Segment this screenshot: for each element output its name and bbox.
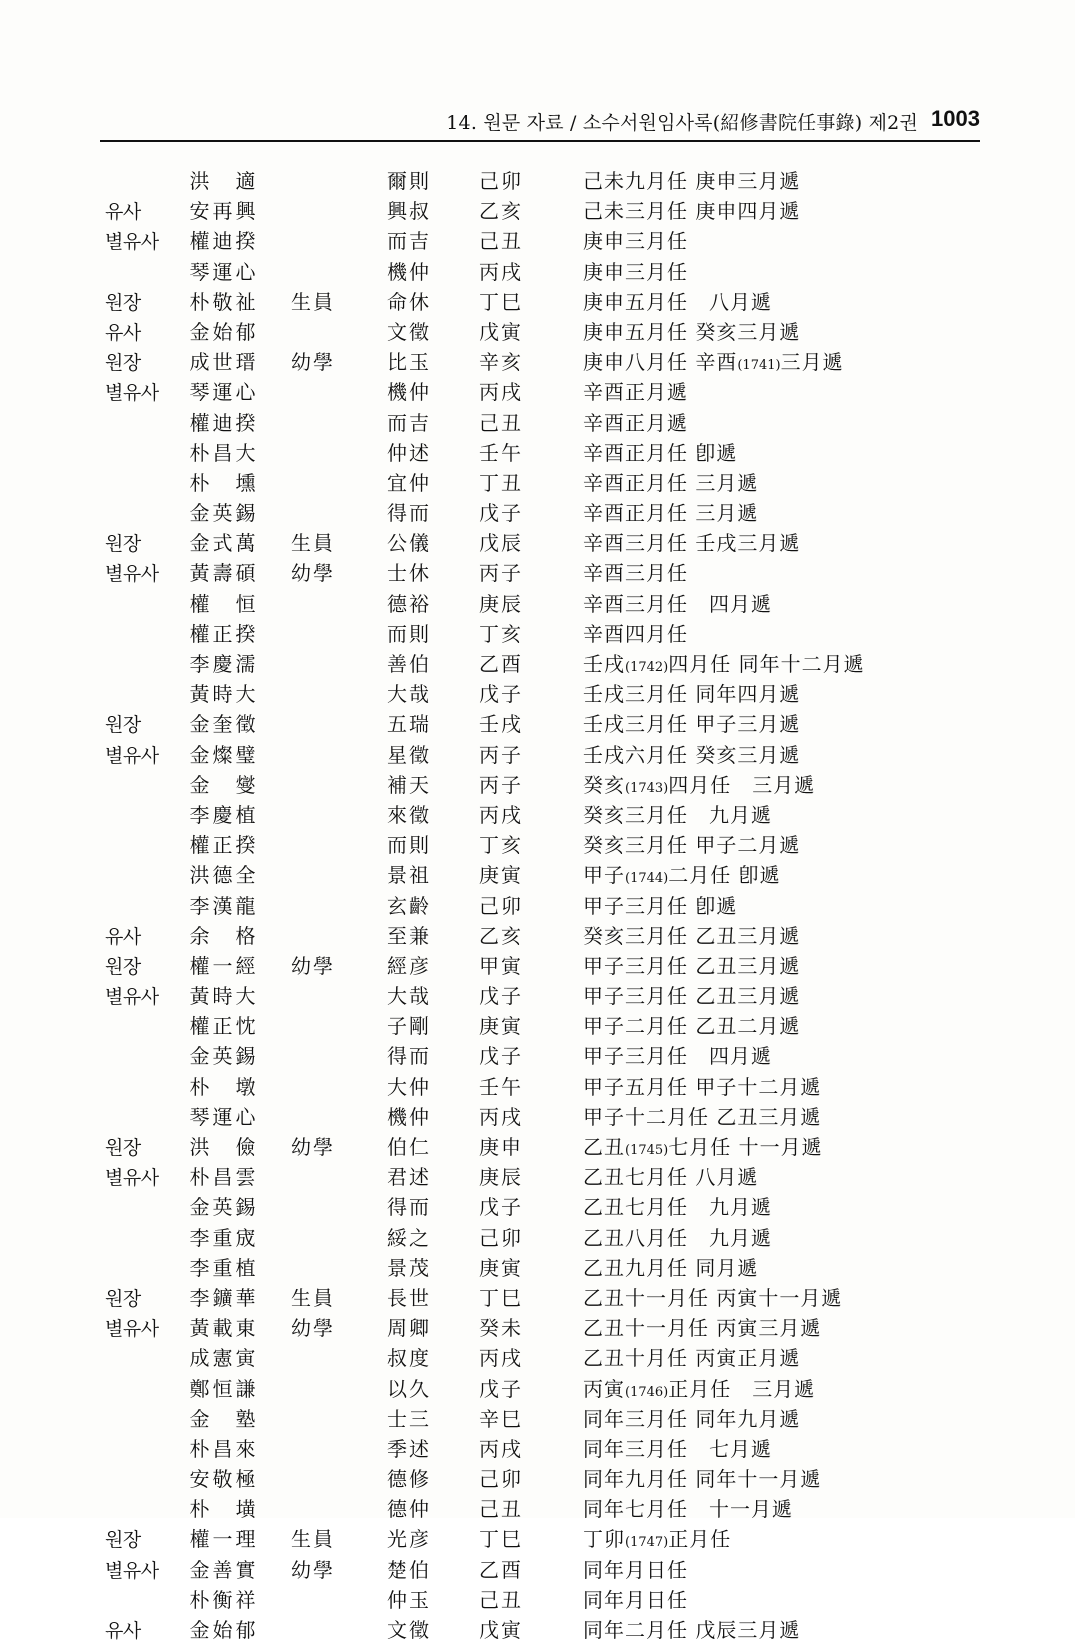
- cell-note: 甲子五月任 甲子十二月遞: [583, 1074, 822, 1099]
- cell-year: 庚寅: [479, 1014, 523, 1039]
- cell-note: 同年月日任: [583, 1557, 688, 1582]
- cell-year: 丁亥: [479, 621, 523, 646]
- cell-name: 金燦璧: [189, 742, 259, 767]
- cell-year: 丁亥: [479, 833, 523, 858]
- cell-note: 庚申三月任: [583, 259, 688, 284]
- cell-note: 辛酉三月任 四月遞: [583, 591, 772, 616]
- cell-note: 甲子三月任 乙丑三月遞: [583, 984, 801, 1009]
- cell-rank: 幼學: [291, 1135, 335, 1159]
- cell-year: 己丑: [479, 1497, 523, 1522]
- cell-note: 辛酉正月任 卽遞: [583, 440, 738, 465]
- cell-role: 별유사: [105, 1167, 159, 1190]
- cell-note: 乙丑七月任 八月遞: [583, 1165, 759, 1190]
- table-row: [105, 1131, 965, 1161]
- cell-courtesy: 光彦: [387, 1527, 431, 1552]
- cell-year: 丙戌: [479, 802, 523, 827]
- table-row: [105, 1161, 965, 1191]
- table-row: [105, 1222, 965, 1252]
- cell-year: 丙子: [479, 561, 523, 586]
- table-row: [105, 316, 965, 346]
- table-row: [105, 980, 965, 1010]
- cell-courtesy: 景茂: [387, 1255, 431, 1280]
- cell-name: 權正忱: [189, 1014, 259, 1039]
- cell-rank: 生員: [291, 1285, 335, 1310]
- table-row: [105, 1342, 965, 1372]
- cell-rank: 幼學: [291, 561, 335, 586]
- table-row: [105, 1463, 965, 1493]
- table-row: [105, 195, 965, 225]
- cell-name: 朴昌來: [189, 1436, 259, 1461]
- cell-role: 별유사: [105, 744, 159, 767]
- cell-name: 金善實: [189, 1557, 259, 1582]
- cell-courtesy: 仲述: [387, 440, 431, 465]
- cell-year: 戊辰: [479, 531, 523, 556]
- cell-name: 金式萬: [189, 531, 259, 556]
- table-row: [105, 1523, 965, 1553]
- cell-courtesy: 以久: [387, 1376, 431, 1401]
- cell-name: 朴 墩: [189, 1074, 259, 1099]
- header-rule: [100, 140, 980, 142]
- cell-year: 乙亥: [479, 923, 523, 948]
- cell-courtesy: 機仲: [387, 380, 431, 405]
- cell-name: 朴 墴: [189, 1497, 259, 1522]
- cell-courtesy: 德裕: [387, 591, 431, 616]
- cell-name: 李重宬: [189, 1225, 259, 1250]
- cell-name: 權正揆: [189, 833, 259, 858]
- cell-name: 朴衡祥: [189, 1587, 259, 1612]
- cell-courtesy: 善伯: [387, 652, 431, 676]
- cell-name: 李慶植: [189, 802, 259, 827]
- cell-courtesy: 叔度: [387, 1346, 431, 1371]
- cell-courtesy: 德修: [387, 1467, 431, 1492]
- cell-rank: 生員: [291, 531, 335, 556]
- cell-note: 壬戌三月任 甲子三月遞: [583, 712, 801, 737]
- table-row: [105, 286, 965, 316]
- cell-courtesy: 文徵: [387, 1618, 431, 1642]
- cell-name: 鄭恒謙: [189, 1376, 259, 1401]
- cell-year: 壬戌: [479, 712, 523, 737]
- cell-role: 유사: [105, 201, 141, 224]
- table-row: [105, 829, 965, 859]
- cell-note: 癸亥三月任 乙丑三月遞: [583, 923, 801, 948]
- cell-name: 金 塾: [189, 1406, 259, 1431]
- cell-courtesy: 長世: [387, 1285, 431, 1310]
- cell-year: 丙戌: [479, 1436, 523, 1461]
- table-row: [105, 1312, 965, 1342]
- cell-name: 黃時大: [189, 984, 259, 1009]
- table-row: [105, 437, 965, 467]
- cell-year: 戊子: [479, 501, 523, 526]
- cell-name: 李漢龍: [189, 893, 259, 918]
- table-row: [105, 1554, 965, 1584]
- cell-note: 同年九月任 同年十一月遞: [583, 1467, 822, 1492]
- cell-note: 辛酉正月遞: [583, 410, 688, 435]
- cell-year: 己卯: [479, 1467, 523, 1492]
- table-row: [105, 859, 965, 889]
- page-header: [100, 108, 980, 142]
- table-row: [105, 1071, 965, 1101]
- table-row: [105, 648, 965, 678]
- cell-rank: 幼學: [291, 350, 335, 375]
- cell-year: 庚寅: [479, 1255, 523, 1280]
- cell-year: 辛巳: [479, 1406, 523, 1431]
- cell-courtesy: 伯仁: [387, 1135, 431, 1159]
- table-row: [105, 1282, 965, 1312]
- cell-name: 成憲寅: [189, 1346, 259, 1371]
- cell-note: 乙丑十一月任 丙寅十一月遞: [583, 1285, 843, 1310]
- table-row: [105, 1191, 965, 1221]
- cell-note: 辛酉正月任 三月遞: [583, 501, 759, 526]
- table-row: [105, 799, 965, 829]
- cell-rank: 幼學: [291, 1316, 335, 1341]
- cell-year: 己卯: [479, 169, 523, 193]
- cell-name: 李重植: [189, 1255, 259, 1280]
- table-row: [105, 1040, 965, 1070]
- table-row: [105, 678, 965, 708]
- cell-year: 戊子: [479, 1376, 523, 1401]
- cell-courtesy: 而吉: [387, 229, 431, 254]
- cell-note: 乙丑(1745)七月任 十一月遞: [583, 1135, 823, 1159]
- cell-courtesy: 爾則: [387, 169, 431, 193]
- cell-note: 庚申三月任: [583, 229, 688, 254]
- cell-note: 乙丑十月任 丙寅正月遞: [583, 1346, 801, 1371]
- cell-role: 유사: [105, 321, 141, 344]
- table-row: [105, 467, 965, 497]
- cell-year: 壬午: [479, 1074, 523, 1099]
- cell-note: 同年月日任: [583, 1587, 688, 1612]
- table-row: [105, 618, 965, 648]
- cell-name: 金英錫: [189, 1044, 259, 1069]
- cell-name: 朴昌大: [189, 440, 259, 465]
- table-row: [105, 1614, 965, 1644]
- cell-name: 琴運心: [189, 259, 259, 284]
- cell-courtesy: 君述: [387, 1165, 431, 1190]
- table-row: [105, 1101, 965, 1131]
- cell-note: 壬戌三月任 同年四月遞: [583, 682, 801, 707]
- cell-name: 金英錫: [189, 1195, 259, 1220]
- cell-note: 庚申五月任 癸亥三月遞: [583, 319, 801, 344]
- cell-note: 辛酉三月任 壬戌三月遞: [583, 531, 801, 556]
- cell-courtesy: 得而: [387, 1195, 431, 1220]
- cell-name: 權一經: [189, 953, 259, 978]
- cell-role: 원장: [105, 352, 141, 375]
- cell-role: 원장: [105, 1529, 141, 1552]
- cell-courtesy: 士休: [387, 561, 431, 586]
- cell-year: 丁巳: [479, 1285, 523, 1310]
- cell-name: 金始郁: [189, 1618, 259, 1642]
- cell-year: 戊子: [479, 682, 523, 707]
- cell-note: 辛酉四月任: [583, 621, 688, 646]
- table-row: [105, 1403, 965, 1433]
- table-row: [105, 1433, 965, 1463]
- page-number: 1003: [931, 106, 980, 131]
- cell-year: 壬午: [479, 440, 523, 465]
- cell-role: 별유사: [105, 563, 159, 586]
- table-row: [105, 407, 965, 437]
- cell-year: 乙酉: [479, 652, 523, 676]
- cell-note: 壬戌(1742)四月任 同年十二月遞: [583, 652, 865, 676]
- cell-note: 甲子三月任 四月遞: [583, 1044, 772, 1069]
- cell-role: 별유사: [105, 1559, 159, 1582]
- table-row: [105, 376, 965, 406]
- cell-courtesy: 比玉: [387, 350, 431, 375]
- cell-courtesy: 大哉: [387, 682, 431, 707]
- cell-role: 원장: [105, 1137, 141, 1159]
- cell-rank: 生員: [291, 289, 335, 314]
- cell-courtesy: 仲玉: [387, 1587, 431, 1612]
- header-title: 14. 원문 자료 / 소수서원임사록(紹修書院任事錄) 제2권: [446, 112, 918, 134]
- cell-courtesy: 子剛: [387, 1014, 431, 1039]
- table-row: [105, 1584, 965, 1614]
- table-row: [105, 1493, 965, 1523]
- cell-note: 甲子三月任 卽遞: [583, 893, 738, 918]
- cell-note: 丙寅(1746)正月任 三月遞: [583, 1376, 816, 1401]
- cell-courtesy: 周卿: [387, 1316, 431, 1341]
- cell-year: 甲寅: [479, 953, 523, 978]
- cell-name: 洪德全: [189, 863, 259, 888]
- table-row: [105, 225, 965, 255]
- cell-note: 庚申八月任 辛酉(1741)三月遞: [583, 350, 844, 375]
- cell-role: 원장: [105, 1287, 141, 1310]
- cell-year: 庚辰: [479, 1165, 523, 1190]
- cell-note: 同年七月任 十一月遞: [583, 1497, 793, 1522]
- cell-rank: 幼學: [291, 953, 335, 978]
- cell-courtesy: 而則: [387, 833, 431, 858]
- cell-note: 辛酉正月任 三月遞: [583, 470, 759, 495]
- cell-year: 庚申: [479, 1135, 523, 1159]
- cell-note: 乙丑九月任 同月遞: [583, 1255, 759, 1280]
- cell-name: 琴運心: [189, 380, 259, 405]
- cell-courtesy: 士三: [387, 1406, 431, 1431]
- cell-role: 별유사: [105, 1318, 159, 1341]
- cell-note: 己未九月任 庚申三月遞: [583, 169, 801, 193]
- cell-note: 乙丑十一月任 丙寅三月遞: [583, 1316, 822, 1341]
- cell-courtesy: 得而: [387, 1044, 431, 1069]
- cell-courtesy: 宜仲: [387, 470, 431, 495]
- table-row: [105, 920, 965, 950]
- cell-year: 辛亥: [479, 350, 523, 375]
- cell-name: 黃壽碩: [189, 561, 259, 586]
- cell-note: 甲子十二月任 乙丑三月遞: [583, 1104, 822, 1129]
- cell-name: 金 燮: [189, 772, 259, 797]
- cell-courtesy: 公儀: [387, 531, 431, 556]
- cell-role: 별유사: [105, 231, 159, 254]
- cell-name: 余 格: [189, 923, 259, 948]
- cell-courtesy: 得而: [387, 501, 431, 526]
- cell-note: 丁卯(1747)正月任: [583, 1527, 732, 1552]
- cell-note: 壬戌六月任 癸亥三月遞: [583, 742, 801, 767]
- cell-name: 權迪揆: [189, 410, 259, 435]
- cell-year: 戊寅: [479, 319, 523, 344]
- cell-name: 朴昌雲: [189, 1165, 259, 1190]
- cell-role: 별유사: [105, 382, 159, 405]
- cell-note: 甲子(1744)二月任 卽遞: [583, 863, 781, 888]
- cell-note: 乙丑八月任 九月遞: [583, 1225, 772, 1250]
- table-row: [105, 588, 965, 618]
- cell-year: 戊子: [479, 1044, 523, 1069]
- cell-year: 乙亥: [479, 199, 523, 224]
- cell-year: 丙子: [479, 772, 523, 797]
- cell-role: 유사: [105, 925, 141, 948]
- cell-name: 金英錫: [189, 501, 259, 526]
- cell-role: 유사: [105, 1620, 141, 1642]
- cell-courtesy: 大哉: [387, 984, 431, 1009]
- cell-year: 丙戌: [479, 380, 523, 405]
- cell-role: 별유사: [105, 986, 159, 1009]
- cell-year: 丁巳: [479, 289, 523, 314]
- cell-rank: 幼學: [291, 1557, 335, 1582]
- cell-name: 安敬極: [189, 1467, 259, 1492]
- cell-name: 金始郁: [189, 319, 259, 344]
- cell-courtesy: 興叔: [387, 199, 431, 224]
- cell-year: 己丑: [479, 229, 523, 254]
- table-row: [105, 497, 965, 527]
- cell-name: 李鑛華: [189, 1285, 259, 1310]
- cell-name: 權一理: [189, 1527, 259, 1552]
- table-row: [105, 890, 965, 920]
- cell-courtesy: 玄齡: [387, 893, 431, 918]
- cell-year: 丙戌: [479, 1104, 523, 1129]
- cell-note: 辛酉正月遞: [583, 380, 688, 405]
- cell-note: 己未三月任 庚申四月遞: [583, 199, 801, 224]
- cell-name: 洪 儉: [189, 1135, 259, 1159]
- cell-courtesy: 至兼: [387, 923, 431, 948]
- cell-year: 丁巳: [479, 1527, 523, 1552]
- cell-courtesy: 機仲: [387, 259, 431, 284]
- cell-courtesy: 而吉: [387, 410, 431, 435]
- cell-role: 원장: [105, 291, 141, 314]
- cell-name: 琴運心: [189, 1104, 259, 1129]
- cell-role: 원장: [105, 955, 141, 978]
- cell-name: 朴 壎: [189, 470, 259, 495]
- cell-courtesy: 綏之: [387, 1225, 431, 1250]
- cell-year: 戊子: [479, 1195, 523, 1220]
- table-row: [105, 256, 965, 286]
- cell-year: 丙戌: [479, 259, 523, 284]
- cell-note: 庚申五月任 八月遞: [583, 289, 772, 314]
- cell-note: 同年三月任 七月遞: [583, 1436, 772, 1461]
- cell-courtesy: 文徵: [387, 319, 431, 344]
- cell-year: 己丑: [479, 1587, 523, 1612]
- table-row: [105, 1010, 965, 1040]
- table-row: [105, 769, 965, 799]
- cell-courtesy: 經彦: [387, 953, 431, 978]
- table-row: [105, 346, 965, 376]
- table-row: [105, 950, 965, 980]
- cell-note: 甲子三月任 乙丑三月遞: [583, 953, 801, 978]
- cell-note: 癸亥三月任 甲子二月遞: [583, 833, 801, 858]
- cell-courtesy: 機仲: [387, 1104, 431, 1129]
- cell-name: 權正揆: [189, 621, 259, 646]
- cell-courtesy: 補天: [387, 772, 431, 797]
- cell-courtesy: 景祖: [387, 863, 431, 888]
- cell-year: 戊子: [479, 984, 523, 1009]
- cell-courtesy: 大仲: [387, 1074, 431, 1099]
- table-row: [105, 708, 965, 738]
- cell-name: 成世瑨: [189, 350, 259, 375]
- cell-name: 李慶濡: [189, 652, 259, 676]
- table-row: [105, 527, 965, 557]
- cell-role: 원장: [105, 533, 141, 556]
- cell-name: 黃載東: [189, 1316, 259, 1341]
- cell-year: 庚寅: [479, 863, 523, 888]
- cell-courtesy: 而則: [387, 621, 431, 646]
- cell-courtesy: 來徵: [387, 802, 431, 827]
- table-row: [105, 1373, 965, 1403]
- roster-table: [105, 165, 965, 1644]
- table-row: [105, 165, 965, 195]
- cell-rank: 生員: [291, 1527, 335, 1552]
- cell-name: 黃時大: [189, 682, 259, 707]
- cell-year: 乙酉: [479, 1557, 523, 1582]
- cell-courtesy: 星徵: [387, 742, 431, 767]
- cell-year: 丙子: [479, 742, 523, 767]
- cell-note: 乙丑七月任 九月遞: [583, 1195, 772, 1220]
- cell-note: 辛酉三月任: [583, 561, 688, 586]
- cell-courtesy: 五瑞: [387, 712, 431, 737]
- cell-courtesy: 德仲: [387, 1497, 431, 1522]
- cell-year: 己卯: [479, 1225, 523, 1250]
- table-row: [105, 739, 965, 769]
- cell-courtesy: 命休: [387, 289, 431, 314]
- cell-note: 同年三月任 同年九月遞: [583, 1406, 801, 1431]
- cell-role: 원장: [105, 714, 141, 737]
- cell-note: 癸亥(1743)四月任 三月遞: [583, 772, 816, 797]
- cell-year: 己丑: [479, 410, 523, 435]
- cell-year: 丙戌: [479, 1346, 523, 1371]
- cell-year: 癸未: [479, 1316, 523, 1341]
- cell-note: 同年二月任 戊辰三月遞: [583, 1618, 801, 1642]
- cell-name: 安再興: [189, 199, 259, 224]
- cell-name: 金奎徵: [189, 712, 259, 737]
- table-row: [105, 557, 965, 587]
- cell-courtesy: 楚伯: [387, 1557, 431, 1582]
- cell-note: 甲子二月任 乙丑二月遞: [583, 1014, 801, 1039]
- cell-name: 洪 適: [189, 169, 259, 193]
- cell-year: 庚辰: [479, 591, 523, 616]
- cell-year: 丁丑: [479, 470, 523, 495]
- cell-courtesy: 季述: [387, 1436, 431, 1461]
- cell-name: 權迪揆: [189, 229, 259, 254]
- cell-year: 戊寅: [479, 1618, 523, 1642]
- cell-note: 癸亥三月任 九月遞: [583, 802, 772, 827]
- cell-name: 朴敬祉: [189, 289, 259, 314]
- cell-year: 己卯: [479, 893, 523, 918]
- table-row: [105, 1252, 965, 1282]
- cell-name: 權 恒: [189, 591, 259, 616]
